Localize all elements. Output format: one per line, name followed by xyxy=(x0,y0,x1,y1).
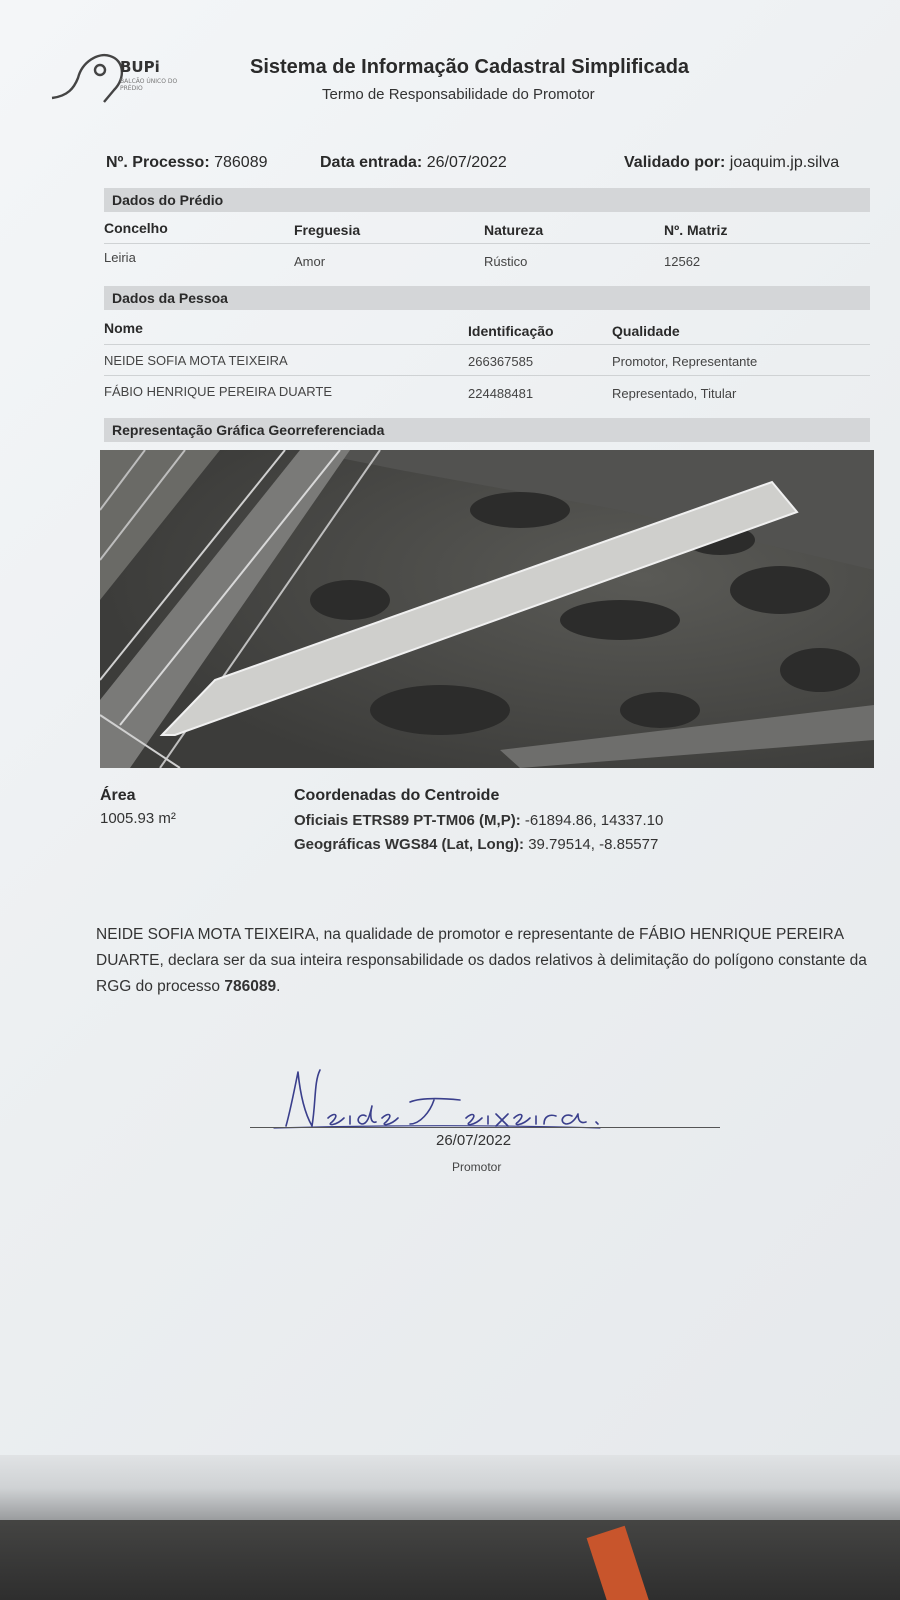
logo-subtitle: BALCÃO ÚNICO DO PRÉDIO xyxy=(120,78,178,92)
signature-date: 26/07/2022 xyxy=(436,1132,512,1149)
data-entrada-value: 26/07/2022 xyxy=(426,154,507,171)
header-freguesia: Freguesia xyxy=(294,222,361,238)
processo-value: 786089 xyxy=(214,154,268,171)
validado-value: joaquim.jp.silva xyxy=(729,154,840,171)
geograficas-value: 39.79514, -8.85577 xyxy=(528,836,659,853)
divider xyxy=(104,243,870,244)
oficiais-label: Oficiais ETRS89 PT-TM06 (M,P): xyxy=(294,812,521,829)
logo-name: BUPi xyxy=(120,58,160,76)
document-title: Sistema de Informação Cadastral Simplificada xyxy=(250,56,690,78)
coordenadas-geograficas xyxy=(294,836,658,853)
validado-field xyxy=(624,154,839,172)
processo-label: Nº. Processo: xyxy=(106,154,210,171)
aerial-map-image xyxy=(100,450,874,768)
area-label: Área xyxy=(100,787,136,804)
document-subtitle: Termo de Responsabilidade do Promotor xyxy=(322,86,595,103)
declaration-processo: 786089 xyxy=(224,978,277,995)
value-concelho: Leiria xyxy=(104,250,136,265)
value-freguesia: Amor xyxy=(294,254,326,269)
header-natureza: Natureza xyxy=(484,222,544,238)
coordenadas-oficiais xyxy=(294,812,663,829)
aerial-map xyxy=(100,450,874,768)
person-2-quality: Representado, Titular xyxy=(612,386,737,401)
processo-field xyxy=(106,154,268,172)
signature-line xyxy=(250,1127,720,1128)
declaration-paragraph xyxy=(96,922,878,1000)
geograficas-label: Geográficas WGS84 (Lat, Long): xyxy=(294,836,525,853)
section-dados-pessoa: Dados da Pessoa xyxy=(104,286,870,310)
area-value: 1005.93 m² xyxy=(100,810,176,827)
person-2-name: FÁBIO HENRIQUE PEREIRA DUARTE xyxy=(104,384,333,399)
signature-role: Promotor xyxy=(452,1160,502,1174)
divider xyxy=(104,375,870,376)
header-qualidade: Qualidade xyxy=(612,323,680,339)
person-1-id: 266367585 xyxy=(468,354,534,369)
oficiais-value: -61894.86, 14337.10 xyxy=(524,812,664,829)
data-entrada-field xyxy=(320,154,507,172)
person-1-quality: Promotor, Representante xyxy=(612,354,758,369)
header-matriz: Nº. Matriz xyxy=(664,222,728,238)
coordenadas-label: Coordenadas do Centroide xyxy=(294,787,500,804)
location-pin-icon xyxy=(48,48,198,104)
data-entrada-label: Data entrada: xyxy=(320,154,423,171)
declaration-text: NEIDE SOFIA MOTA TEIXEIRA, na qualidade de promotor e representante de FÁBIO HENRIQUE PEREIRA DUARTE, declara ser da sua inteira responsabilidade os dados relativos à delimitação do polígono constante da RGG do processo xyxy=(96,926,867,995)
section-representacao-grafica: Representação Gráfica Georreferenciada xyxy=(104,418,870,442)
handwritten-signature xyxy=(270,1062,610,1142)
declaration-end: . xyxy=(276,978,281,995)
header-identificacao: Identificação xyxy=(468,323,554,339)
divider xyxy=(104,344,870,345)
person-2-id: 224488481 xyxy=(468,386,534,401)
value-matriz: 12562 xyxy=(664,254,701,269)
header-concelho: Concelho xyxy=(104,220,168,236)
header-nome: Nome xyxy=(104,320,143,336)
value-natureza: Rústico xyxy=(484,254,528,269)
validado-label: Validado por: xyxy=(624,154,726,171)
person-1-name: NEIDE SOFIA MOTA TEIXEIRA xyxy=(104,353,288,368)
section-dados-predio: Dados do Prédio xyxy=(104,188,870,212)
